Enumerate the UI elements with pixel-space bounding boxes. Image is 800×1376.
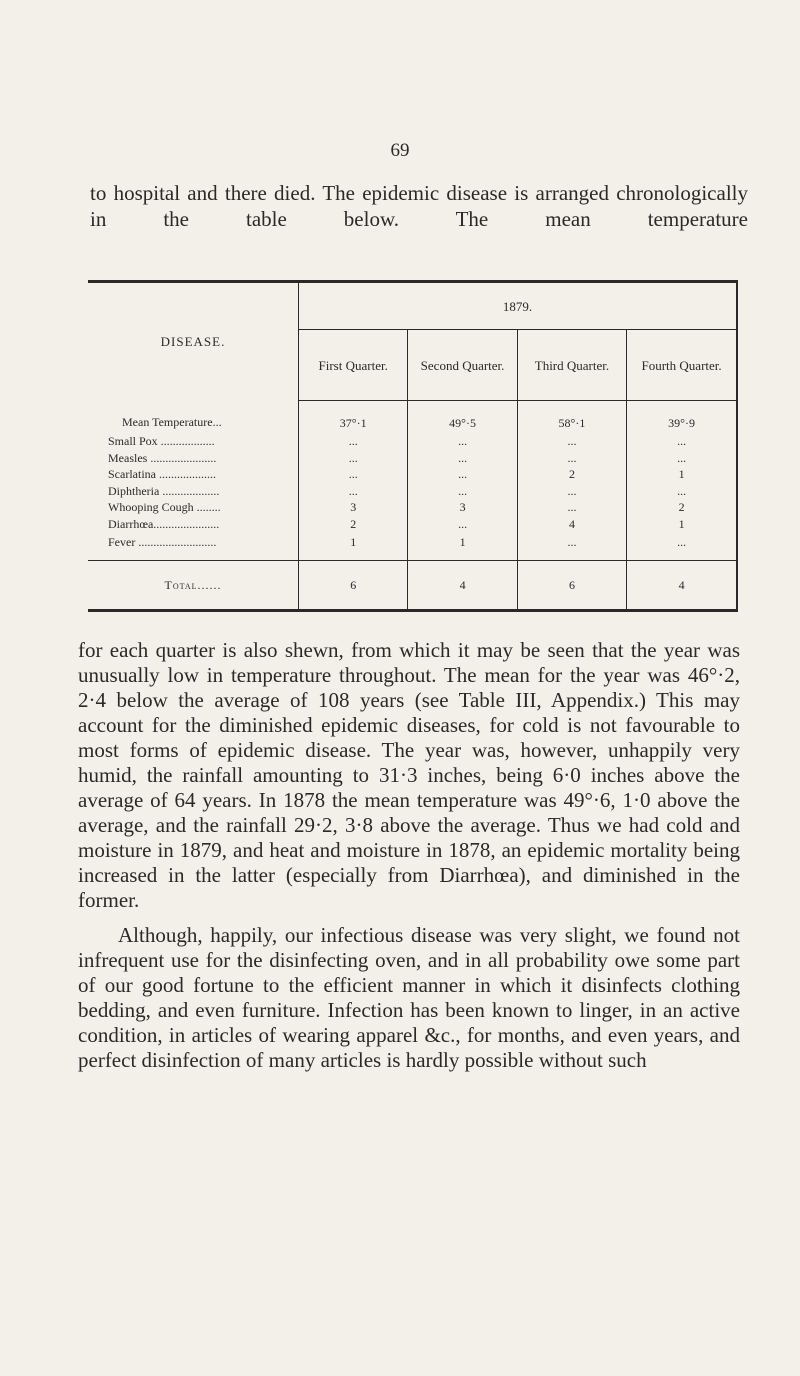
cell-value: ...	[517, 433, 626, 450]
cell-value: 1	[678, 467, 685, 482]
cell-value: ...	[408, 450, 517, 467]
row-label: Small Pox ..................	[88, 433, 299, 450]
cell-value: 2	[678, 500, 685, 515]
quarter-header: Fourth Quarter.	[627, 330, 736, 401]
cell-value: ...	[299, 450, 408, 467]
cell-value: 3	[408, 500, 517, 517]
paragraph: Although, happily, our infectious disease was very slight, we found not infrequent use for the disinfecting oven, and in all probability owe some part of our good fortune to the efficient manner in which it disinfects clothing bedding, and even furniture. Infection has been known to linger, in an active condition, in articles of wearing apparel &c., for months, and even years, and perfect disinfection of many articles is hardly possible without such	[78, 923, 740, 1072]
cell-value: 1	[678, 517, 685, 532]
table-row	[88, 401, 736, 434]
quarter-header: First Quarter.	[299, 330, 408, 401]
row-label: Whooping Cough ........	[88, 500, 299, 517]
cell-value: 4	[517, 516, 626, 533]
disease-column-header: DISEASE.	[88, 283, 299, 401]
table-row	[88, 433, 736, 450]
cell-value: ...	[299, 433, 408, 450]
cell-value: ...	[677, 483, 687, 498]
cell-value: 2	[299, 516, 408, 533]
cell-value: ...	[517, 500, 626, 517]
row-label: Measles ......................	[88, 450, 299, 467]
intro-text: to hospital and there died. The epidemic disease is arranged chronologically in the table below. The mean temperature	[90, 181, 748, 231]
year-header: 1879.	[299, 283, 737, 330]
cell-value: ...	[408, 433, 517, 450]
cell-value: 2	[517, 466, 626, 483]
table-row	[88, 450, 736, 467]
total-row	[88, 561, 736, 610]
cell-value: ...	[408, 516, 517, 533]
cell-value: ...	[408, 466, 517, 483]
total-value: 6	[517, 561, 626, 610]
quarter-header: Third Quarter.	[517, 330, 626, 401]
row-label: Fever ..........................	[88, 533, 299, 561]
cell-value: 37°·1	[299, 401, 408, 434]
cell-value: ...	[677, 433, 687, 448]
cell-value: 49°·5	[408, 401, 517, 434]
cell-value: ...	[517, 483, 626, 500]
row-label: Mean Temperature...	[88, 401, 299, 434]
cell-value: ...	[677, 450, 687, 465]
page-number: 69	[390, 140, 410, 161]
cell-value: 1	[299, 533, 408, 561]
total-value: 6	[299, 561, 408, 610]
total-value: 4	[408, 561, 517, 610]
quarter-header: Second Quarter.	[408, 330, 517, 401]
table-row	[88, 466, 736, 483]
paragraph: for each quarter is also shewn, from which it may be seen that the year was unusually low in temperature throughout. The mean for the year was 46°·2, 2·4 below the average of 108 years (see Table III, Appendix.) This may account for the diminished epidemic diseases, for cold is not favourable to most forms of epidemic disease. The year was, however, unhappily very humid, the rainfall amounting to 31·3 inches, being 6·0 inches above the average of 64 years. In 1878 the mean temperature was 49°·6, 1·0 above the average, and the rainfall 29·2, 3·8 above the average. Thus we had cold and moisture in 1879, and heat and moisture in 1878, an epidemic mortality being increased in the latter (especially from Diarrhœa), and diminished in the former.	[78, 638, 740, 912]
cell-value: 39°·9	[668, 415, 695, 430]
table-row	[88, 533, 736, 561]
row-label: Diarrhœa......................	[88, 516, 299, 533]
cell-value: 1	[408, 533, 517, 561]
body-text	[78, 638, 740, 1083]
cell-value: ...	[299, 466, 408, 483]
row-label: Diphtheria ...................	[88, 483, 299, 500]
cell-value: ...	[517, 533, 626, 561]
table-row	[88, 516, 736, 533]
cell-value: ...	[299, 483, 408, 500]
table-row	[88, 500, 736, 517]
total-label: Total......	[88, 561, 299, 610]
cell-value: ...	[408, 483, 517, 500]
cell-value: ...	[627, 533, 736, 561]
cell-value: 58°·1	[517, 401, 626, 434]
cell-value: 3	[299, 500, 408, 517]
total-value: 4	[678, 577, 685, 592]
disease-table	[88, 280, 738, 612]
cell-value: ...	[517, 450, 626, 467]
row-label: Scarlatina ...................	[88, 466, 299, 483]
table-row	[88, 483, 736, 500]
